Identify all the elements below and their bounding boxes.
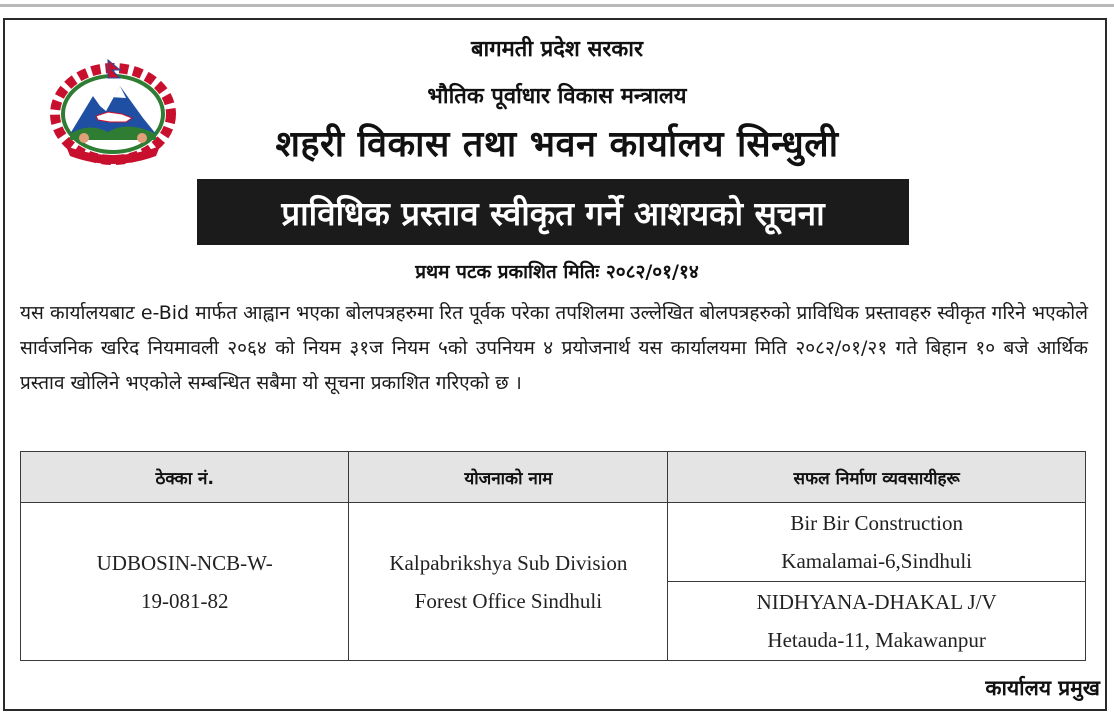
top-divider xyxy=(0,4,1114,7)
government-name: बागमती प्रदेश सरकार xyxy=(471,37,643,62)
bidder-cell xyxy=(668,503,1086,582)
signatory: कार्यालय प्रमुख xyxy=(985,676,1100,700)
project-name-line1: Kalpabrikshya Sub Division xyxy=(389,550,628,575)
bidder-name: Bir Bir Construction xyxy=(790,511,963,535)
header-project-name: योजनाको नाम xyxy=(349,452,668,503)
table-row xyxy=(21,503,1086,582)
bidder-address: Kamalamai-6,Sindhuli xyxy=(781,549,972,573)
project-name-line2: Forest Office Sindhuli xyxy=(414,588,603,613)
award-table xyxy=(20,451,1086,661)
notice-title-banner xyxy=(197,179,909,245)
notice-title: प्राविधिक प्रस्ताव स्वीकृत गर्ने आशयको सूचना xyxy=(281,193,825,233)
header-contract-no: ठेक्का नं. xyxy=(21,452,349,503)
project-name-cell xyxy=(349,503,668,661)
bidder-name: NIDHYANA-DHAKAL J/V xyxy=(756,590,997,614)
bidder-address: Hetauda-11, Makawanpur xyxy=(767,628,986,652)
contract-no-cell xyxy=(21,503,349,661)
contract-no-line2: 19-081-82 xyxy=(140,588,229,613)
office-name: शहरी विकास तथा भवन कार्यालय सिन्धुली xyxy=(275,124,839,165)
publication-date: प्रथम पटक प्रकाशित मितिः २०८२/०१/१४ xyxy=(415,261,699,283)
contract-no-line1: UDBOSIN-NCB-W- xyxy=(96,550,273,575)
ministry-name: भौतिक पूर्वाधार विकास मन्त्रालय xyxy=(427,84,687,109)
notice-body: यस कार्यालयबाट e-Bid मार्फत आह्वान भएका बोलपत्रहरुमा रित पूर्वक परेका तपशिलमा उल्लेखित बोलपत्रहरुको प्राविधिक प्रस्तावहरु स्वीकृत गरिने भएकोले सार्वजनिक खरिद नियमावली २०६४ को नियम ३१ज नियम ५को उपनियम ४ प्रयोजनार्थ यस कार्यालयमा मिति २०८२/०१/२१ गते बिहान १० बजे आर्थिक प्रस्ताव खोलिने भएकोले सम्बन्धित सबैमा यो सूचना प्रकाशित गरिएको छ । xyxy=(20,302,1088,394)
table-header-row xyxy=(21,452,1086,503)
bidder-cell xyxy=(668,582,1086,661)
header-successful-bidders: सफल निर्माण व्यवसायीहरू xyxy=(668,452,1086,503)
